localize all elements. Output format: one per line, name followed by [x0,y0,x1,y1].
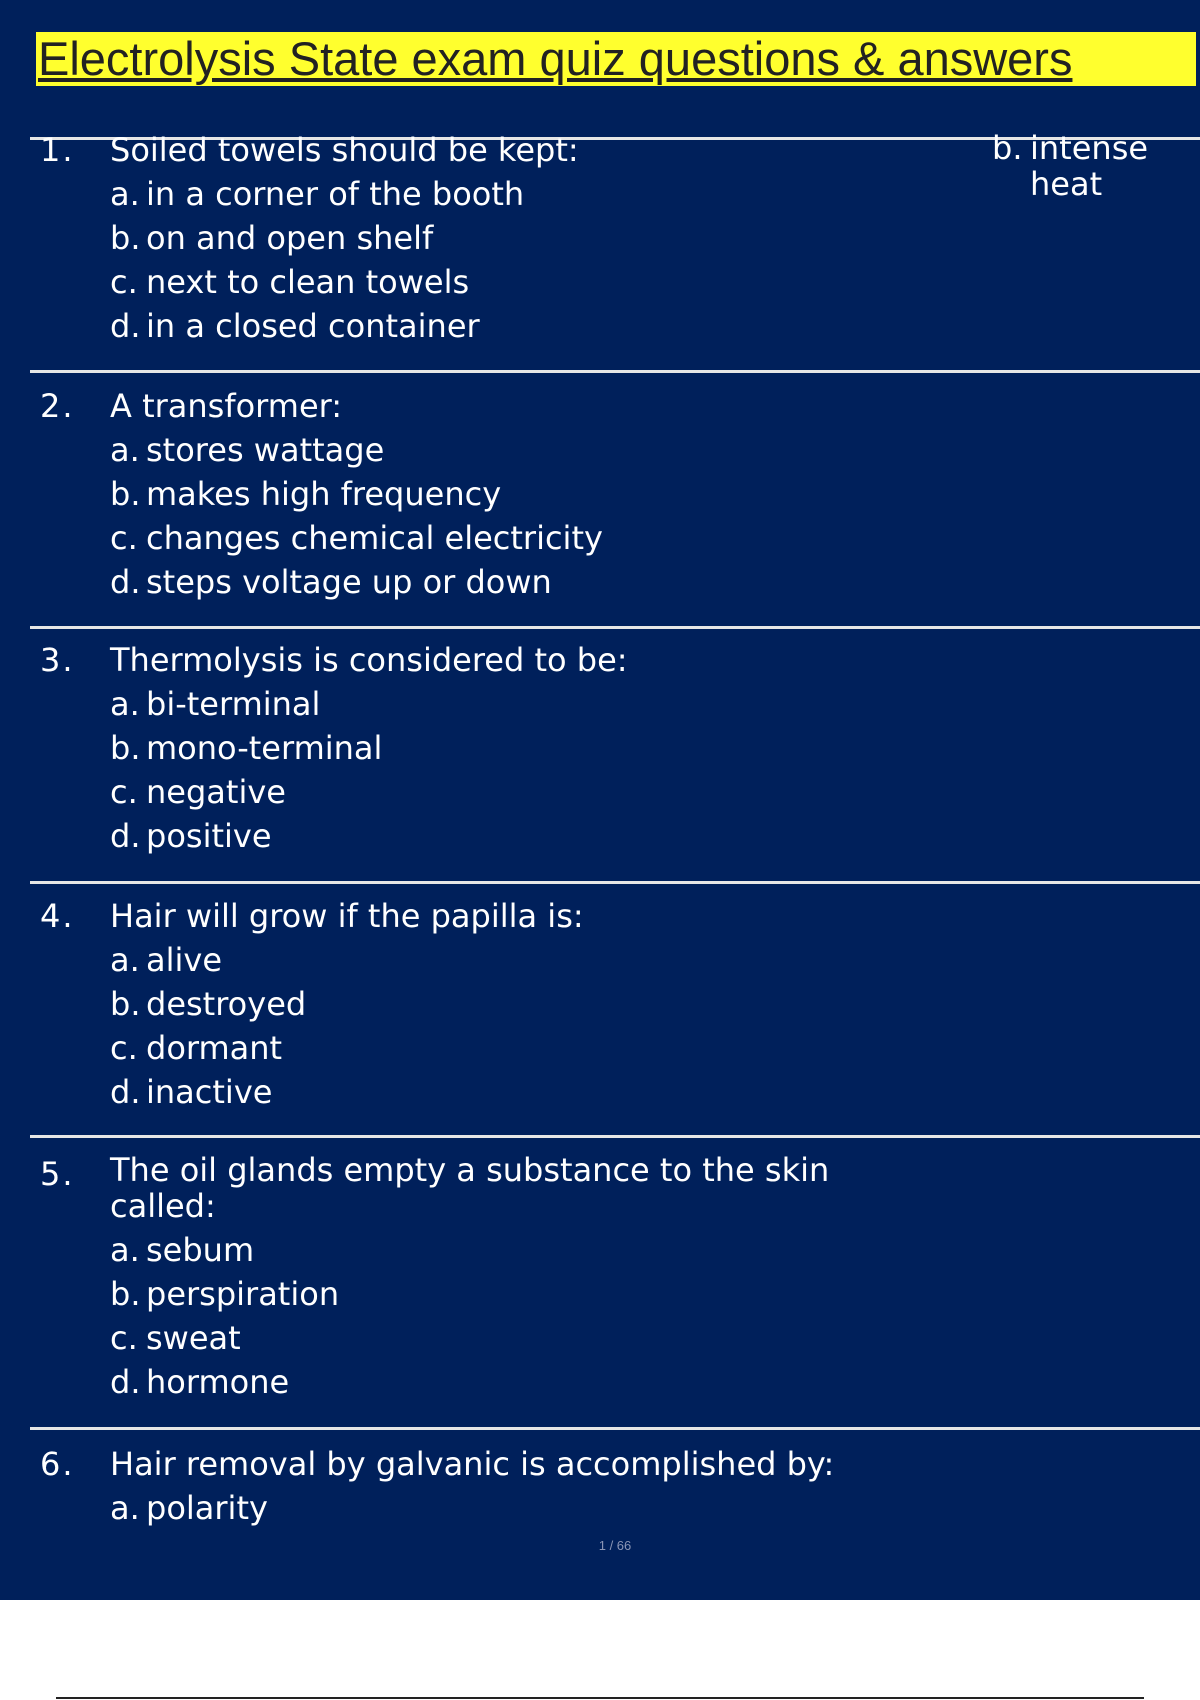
option-text: in a closed container [146,307,480,345]
option-a [110,682,382,726]
option-text: sebum [146,1231,255,1269]
divider [30,1427,1200,1430]
question-stem: Soiled towels should be kept: [110,131,579,169]
question-stem: Hair removal by galvanic is accomplished by: [110,1445,835,1483]
option-d [110,1070,306,1114]
option-list [110,1228,339,1404]
option-text: hormone [146,1363,290,1401]
question-number: 2. [40,387,75,425]
option-letter: c. [110,1029,138,1067]
answer-box [992,130,1192,202]
question-number: 1. [40,131,75,169]
divider [30,1135,1200,1138]
option-letter: b. [110,475,141,513]
option-text: bi-terminal [146,685,321,723]
title-highlight [36,32,1196,86]
option-b [110,216,524,260]
option-b [110,472,603,516]
option-d [110,304,524,348]
option-text: on and open shelf [146,219,434,257]
question-stem: Thermolysis is considered to be: [110,641,628,679]
option-text: makes high frequency [146,475,502,513]
option-a [110,428,603,472]
option-letter: d. [110,1363,141,1401]
option-text: steps voltage up or down [146,563,552,601]
option-c [110,770,382,814]
option-c [110,516,603,560]
option-letter: a. [110,1231,140,1269]
option-text: perspiration [146,1275,340,1313]
option-letter: d. [110,817,141,855]
option-letter: b. [110,219,141,257]
question-number: 4. [40,897,75,935]
option-c [110,1026,306,1070]
option-list [110,682,382,858]
option-text: mono-terminal [146,729,383,767]
question-number: 6. [40,1445,75,1483]
option-text: destroyed [146,985,307,1023]
next-page-rule [56,1697,1144,1699]
option-letter: a. [110,685,140,723]
answer-text-line2: heat [1030,165,1103,203]
option-a [110,1486,268,1530]
option-b [110,726,382,770]
option-letter: d. [110,1073,141,1111]
option-list [110,428,603,604]
option-letter: a. [110,941,140,979]
option-a [110,938,306,982]
option-letter: c. [110,519,138,557]
option-text: positive [146,817,272,855]
option-c [110,260,524,304]
question-stem: Hair will grow if the papilla is: [110,897,584,935]
option-text: next to clean towels [146,263,470,301]
divider [30,881,1200,884]
option-b [110,982,306,1026]
page-indicator: 1 / 66 [598,1538,632,1553]
option-letter: c. [110,773,138,811]
option-letter: a. [110,431,140,469]
question-number: 5. [40,1155,75,1193]
page-title: Electrolysis State exam quiz questions & answers [38,32,1073,85]
option-letter: c. [110,1319,138,1357]
question-stem: A transformer: [110,387,342,425]
option-list [110,938,306,1114]
option-letter: b. [110,985,141,1023]
option-list [110,172,524,348]
option-text: inactive [146,1073,273,1111]
option-c [110,1316,339,1360]
question-stem: The oil glands empty a substance to the skin called: [110,1151,830,1225]
question-number: 3. [40,641,75,679]
option-text: in a corner of the booth [146,175,525,213]
option-letter: b. [110,729,141,767]
option-text: alive [146,941,223,979]
option-letter: c. [110,263,138,301]
divider [30,626,1200,629]
option-letter: a. [110,1489,140,1527]
option-text: dormant [146,1029,283,1067]
option-letter: d. [110,563,141,601]
option-text: sweat [146,1319,241,1357]
option-letter: a. [110,175,140,213]
option-text: changes chemical electricity [146,519,603,557]
answer-text-line1: intense [1030,129,1149,167]
option-d [110,560,603,604]
option-text: stores wattage [146,431,385,469]
option-d [110,1360,339,1404]
option-d [110,814,382,858]
option-text: negative [146,773,286,811]
option-b [110,1272,339,1316]
option-text: polarity [146,1489,268,1527]
option-letter: d. [110,307,141,345]
option-a [110,1228,339,1272]
divider [30,370,1200,373]
option-list [110,1486,268,1530]
option-a [110,172,524,216]
option-letter: b. [110,1275,141,1313]
answer-letter: b. [992,129,1023,167]
